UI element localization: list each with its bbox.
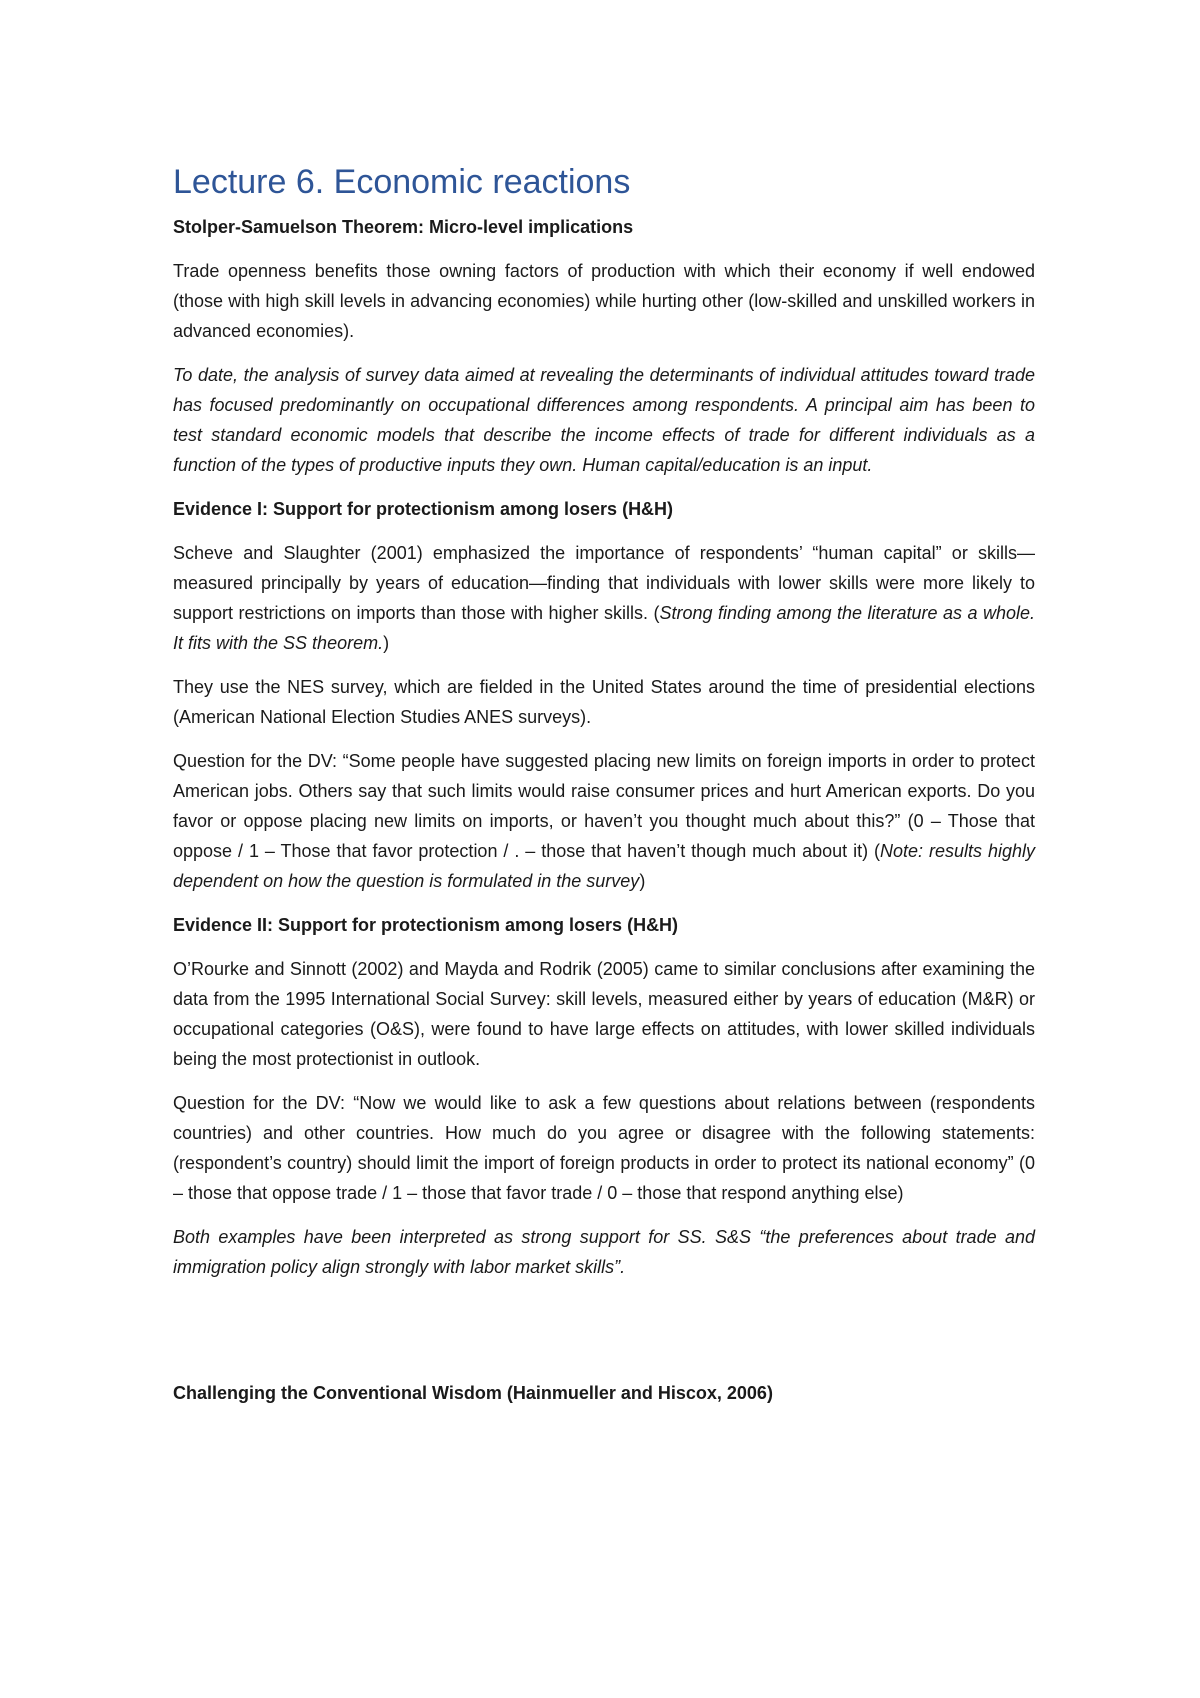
paragraph-orourke-sinnott: O’Rourke and Sinnott (2002) and Mayda and Rodrik (2005) came to similar conclusions after examining the data from the 1995 International Social Survey: skill levels, measured either by years of education (M&R) or occupational categories (O&S), were found to have large effects on attitudes, with lower skilled individuals being the most protectionist in outlook.	[173, 959, 1035, 1069]
paragraph-italic-note: Note: results highly dependent on how the question is formulated in the survey	[173, 841, 1035, 891]
paragraph-dv-question-1	[173, 746, 1035, 896]
paragraph-text-end: )	[383, 633, 390, 653]
paragraph-scheve-slaughter	[173, 538, 1035, 658]
paragraph-nes-survey: They use the NES survey, which are fielded in the United States around the time of presidential elections (American National Election Studies ANES surveys).	[173, 677, 1035, 727]
page-title: Lecture 6. Economic reactions	[173, 163, 631, 201]
paragraph-text-end: )	[639, 871, 646, 891]
heading-evidence-2: Evidence II: Support for protectionism among losers (H&H)	[173, 915, 679, 935]
section-subtitle: Stolper-Samuelson Theorem: Micro-level implications	[173, 217, 634, 237]
paragraph-text: Question for the DV: “Some people have suggested placing new limits on foreign imports in order to protect American jobs. Others say that such limits would raise consumer prices and hurt American exports. Do you favor or oppose placing new limits on imports, or haven’t you thought much about this?” (0 – Those that oppose / 1 – Those that favor protection / . – those that haven’t though much about it) (	[173, 751, 1035, 861]
heading-evidence-1: Evidence I: Support for protectionism among losers (H&H)	[173, 499, 674, 519]
paragraph-dv-question-2: Question for the DV: “Now we would like to ask a few questions about relations between (respondents countries) and other countries. How much do you agree or disagree with the following statements: (respondent’s country) should limit the import of foreign products in order to protect its national economy” (0 – those that oppose trade / 1 – those that favor trade / 0 – those that respond anything else)	[173, 1093, 1035, 1203]
paragraph-survey-analysis: To date, the analysis of survey data aimed at revealing the determinants of individual attitudes toward trade has focused predominantly on occupational differences among respondents. A principal aim has been to test standard economic models that describe the income effects of trade for different individuals as a function of the types of productive inputs they own. Human capital/education is an input.	[173, 365, 1035, 475]
paragraph-trade-openness: Trade openness benefits those owning factors of production with which their economy if well endowed (those with high skill levels in advancing economies) while hurting other (low-skilled and unskilled workers in advanced economies).	[173, 261, 1035, 341]
paragraph-text: Scheve and Slaughter (2001) emphasized the importance of respondents’ “human capital” or skills—measured principally by years of education—finding that individuals with lower skills were more likely to support restrictions on imports than those with higher skills. (	[173, 543, 1035, 623]
heading-challenging-wisdom: Challenging the Conventional Wisdom (Hainmueller and Hiscox, 2006)	[173, 1383, 773, 1403]
vertical-spacer	[173, 1296, 1035, 1378]
document-page	[173, 160, 1035, 1422]
paragraph-interpretation: Both examples have been interpreted as strong support for SS. S&S “the preferences about trade and immigration policy align strongly with labor market skills”.	[173, 1227, 1035, 1277]
paragraph-italic-note: Strong finding among the literature as a whole. It fits with the SS theorem.	[173, 603, 1036, 653]
